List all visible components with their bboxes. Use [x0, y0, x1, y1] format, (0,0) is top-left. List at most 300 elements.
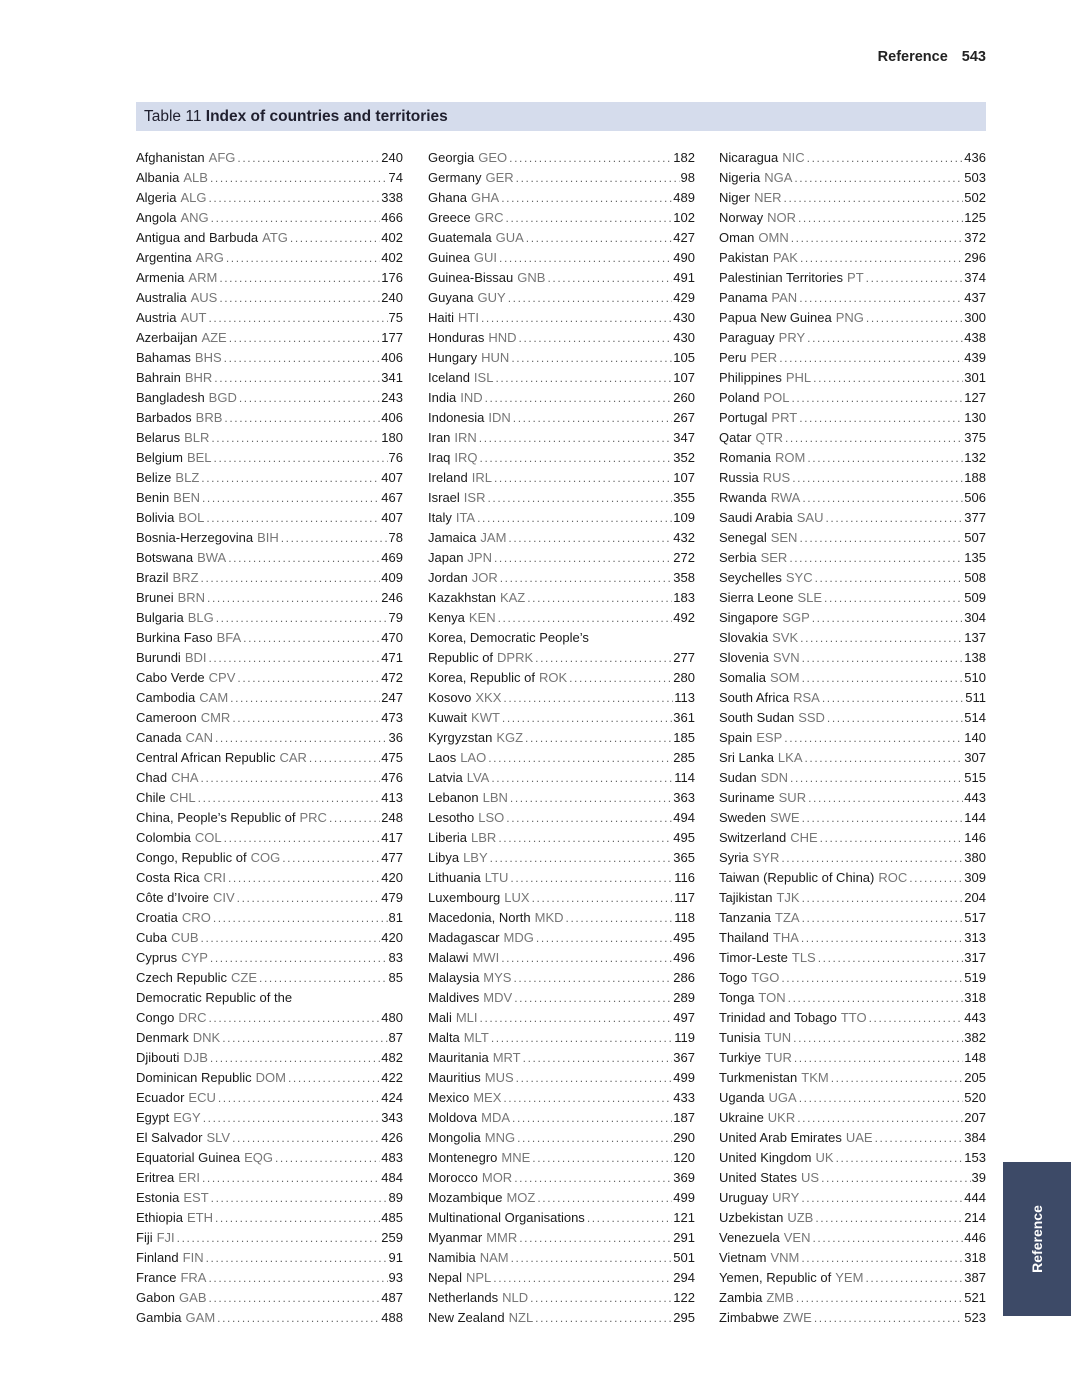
index-entry	[136, 1088, 403, 1108]
country-name: Republic of	[428, 650, 494, 665]
country-code: LVA	[466, 770, 490, 785]
index-entry	[428, 188, 695, 208]
page-reference: 137	[964, 630, 986, 645]
page-reference: 318	[964, 1250, 986, 1265]
index-entry	[136, 448, 403, 468]
dot-leader	[202, 488, 380, 508]
page-reference: 443	[964, 1010, 986, 1025]
page-reference: 471	[381, 650, 403, 665]
country-code: DOM	[255, 1070, 286, 1085]
index-entry	[428, 1188, 695, 1208]
dot-leader	[201, 568, 381, 588]
index-entry	[136, 1188, 403, 1208]
country-code: CRI	[203, 870, 226, 885]
index-entry	[136, 848, 403, 868]
country-code: ERI	[178, 1170, 200, 1185]
index-entry	[719, 508, 986, 528]
index-entry	[719, 1268, 986, 1288]
page-reference: 374	[964, 270, 986, 285]
dot-leader	[218, 1088, 380, 1108]
index-entry	[136, 1288, 403, 1308]
country-name: Brunei	[136, 590, 174, 605]
country-name: Sudan	[719, 770, 757, 785]
country-name: Poland	[719, 390, 760, 405]
country-name: Tonga	[719, 990, 755, 1005]
country-code: PT	[847, 270, 864, 285]
country-code: ZMB	[766, 1290, 794, 1305]
page-reference: 502	[964, 190, 986, 205]
country-code: LSO	[478, 810, 505, 825]
dot-leader	[477, 508, 672, 528]
page-reference: 240	[381, 290, 403, 305]
dot-leader	[224, 348, 381, 368]
index-entry	[428, 528, 695, 548]
page-reference: 183	[673, 590, 695, 605]
country-code: SER	[760, 550, 788, 565]
index-entry	[136, 1028, 403, 1048]
page-reference: 205	[964, 1070, 986, 1085]
country-name: Bolivia	[136, 510, 175, 525]
index-entry	[719, 468, 986, 488]
index-entry	[428, 1248, 695, 1268]
index-entry	[428, 1168, 695, 1188]
page-reference: 83	[388, 950, 403, 965]
country-name: Italy	[428, 510, 452, 525]
country-code: EQG	[244, 1150, 273, 1165]
index-entry	[719, 1228, 986, 1248]
page-reference: 377	[964, 510, 986, 525]
country-name: Eritrea	[136, 1170, 175, 1185]
country-name: Senegal	[719, 530, 767, 545]
country-name: France	[136, 1270, 177, 1285]
index-entry	[428, 988, 695, 1008]
country-name: Maldives	[428, 990, 480, 1005]
index-entry	[719, 1108, 986, 1128]
dot-leader	[784, 188, 964, 208]
index-entry	[719, 568, 986, 588]
index-entry	[719, 988, 986, 1008]
country-name: Burkina Faso	[136, 630, 213, 645]
country-code: BIH	[257, 530, 279, 545]
page-reference: 146	[964, 830, 986, 845]
index-entry	[136, 388, 403, 408]
dot-leader	[802, 648, 964, 668]
index-entry	[428, 448, 695, 468]
country-name: Seychelles	[719, 570, 782, 585]
table-title-bar	[136, 102, 986, 131]
country-name: Guyana	[428, 290, 474, 305]
country-name: Australia	[136, 290, 187, 305]
page-reference: 472	[381, 670, 403, 685]
dot-leader	[237, 668, 380, 688]
index-entry	[136, 988, 403, 1008]
index-entry	[136, 1228, 403, 1248]
country-name: Kuwait	[428, 710, 468, 725]
page-reference: 422	[381, 1070, 403, 1085]
dot-leader	[214, 368, 380, 388]
index-entry	[428, 728, 695, 748]
page-reference: 409	[381, 570, 403, 585]
dot-leader	[506, 808, 672, 828]
page-reference: 246	[381, 590, 403, 605]
index-entry	[428, 968, 695, 988]
country-name: Syria	[719, 850, 749, 865]
country-name: South Africa	[719, 690, 790, 705]
country-name: Suriname	[719, 790, 775, 805]
country-code: MDG	[503, 930, 534, 945]
page-reference: 437	[964, 290, 986, 305]
index-entry	[719, 528, 986, 548]
index-entry	[136, 968, 403, 988]
dot-leader	[779, 348, 963, 368]
index-entry	[719, 1148, 986, 1168]
country-name: El Salvador	[136, 1130, 203, 1145]
country-code: MNE	[501, 1150, 531, 1165]
country-code: BHR	[184, 370, 213, 385]
page-reference: 304	[964, 610, 986, 625]
dot-leader	[794, 1048, 963, 1068]
country-code: UK	[815, 1150, 834, 1165]
country-code: NPL	[465, 1270, 492, 1285]
index-entry	[136, 288, 403, 308]
dot-leader	[802, 668, 964, 688]
index-entry	[719, 848, 986, 868]
index-entry	[136, 888, 403, 908]
dot-leader	[509, 148, 672, 168]
country-name: Thailand	[719, 930, 769, 945]
page-reference: 85	[388, 970, 403, 985]
country-name: Cameroon	[136, 710, 197, 725]
index-column-3	[719, 148, 986, 1328]
page-reference: 74	[388, 170, 403, 185]
index-entry	[428, 628, 695, 648]
page-reference: 259	[381, 1230, 403, 1245]
index-entry	[136, 348, 403, 368]
dot-leader	[794, 168, 963, 188]
dot-leader	[224, 828, 381, 848]
country-name: Jordan	[428, 570, 468, 585]
page-reference: 430	[673, 310, 695, 325]
country-name: Palestinian Territories	[719, 270, 844, 285]
country-name: Costa Rica	[136, 870, 200, 885]
dot-leader	[215, 1208, 380, 1228]
country-code: MLI	[455, 1010, 478, 1025]
country-name: Liberia	[428, 830, 468, 845]
country-code: CRO	[181, 910, 211, 925]
index-entry	[719, 408, 986, 428]
country-code: PHL	[785, 370, 812, 385]
country-name: Fiji	[136, 1230, 153, 1245]
dot-leader	[797, 1108, 963, 1128]
page-reference: 117	[674, 890, 695, 905]
dot-leader	[215, 728, 388, 748]
index-entry	[428, 868, 695, 888]
country-code: JAM	[480, 530, 507, 545]
dot-leader	[494, 468, 672, 488]
country-name: Lebanon	[428, 790, 479, 805]
country-code: GER	[485, 170, 514, 185]
dot-leader	[820, 828, 964, 848]
dot-leader	[827, 708, 963, 728]
dot-leader	[211, 208, 381, 228]
index-entry	[136, 1048, 403, 1068]
country-name: Burundi	[136, 650, 181, 665]
index-entry	[719, 688, 986, 708]
dot-leader	[491, 1028, 673, 1048]
page-reference: 494	[673, 810, 695, 825]
index-entry	[428, 1128, 695, 1148]
country-name: Estonia	[136, 1190, 180, 1205]
country-code: SLV	[206, 1130, 231, 1145]
country-code: CYP	[181, 950, 208, 965]
index-entry	[428, 148, 695, 168]
dot-leader	[208, 1268, 387, 1288]
country-name: Belize	[136, 470, 172, 485]
dot-leader	[493, 1268, 672, 1288]
page-reference: 75	[388, 310, 403, 325]
page-reference: 105	[673, 350, 695, 365]
page-reference: 490	[673, 250, 695, 265]
index-entry	[428, 548, 695, 568]
dot-leader	[781, 848, 963, 868]
page-reference: 506	[964, 490, 986, 505]
dot-leader	[587, 1208, 672, 1228]
dot-leader	[219, 268, 380, 288]
section-side-tab	[1003, 1162, 1071, 1316]
page-reference: 382	[964, 1030, 986, 1045]
dot-leader	[208, 308, 387, 328]
dot-leader	[506, 208, 673, 228]
dot-leader	[800, 248, 963, 268]
dot-leader	[198, 788, 381, 808]
index-entry	[719, 728, 986, 748]
country-code: BWA	[197, 550, 227, 565]
page-reference: 338	[381, 190, 403, 205]
dot-leader	[219, 288, 380, 308]
page-reference: 489	[673, 190, 695, 205]
page-reference: 144	[964, 810, 986, 825]
country-code: RUS	[762, 470, 791, 485]
index-entry	[136, 1008, 403, 1028]
dot-leader	[796, 1288, 963, 1308]
country-code: TTO	[840, 1010, 867, 1025]
country-name: Colombia	[136, 830, 191, 845]
country-code: CUB	[171, 930, 199, 945]
index-entry	[428, 368, 695, 388]
country-name: Switzerland	[719, 830, 787, 845]
table-title	[144, 108, 448, 126]
country-name: Togo	[719, 970, 748, 985]
country-name: Central African Republic	[136, 750, 276, 765]
country-name: Equatorial Guinea	[136, 1150, 241, 1165]
country-name: Timor-Leste	[719, 950, 788, 965]
page-reference: 407	[381, 510, 403, 525]
country-code: US	[801, 1170, 820, 1185]
dot-leader	[784, 728, 963, 748]
index-entry	[719, 668, 986, 688]
page-reference: 267	[673, 410, 695, 425]
country-code: GAM	[185, 1310, 216, 1325]
country-code: SWE	[769, 810, 800, 825]
country-name: Slovenia	[719, 650, 769, 665]
country-code: TGO	[751, 970, 780, 985]
page-reference: 372	[964, 230, 986, 245]
index-entry	[428, 268, 695, 288]
dot-leader	[206, 508, 380, 528]
index-entry	[719, 888, 986, 908]
index-column-2	[428, 148, 695, 1328]
page-reference: 280	[673, 670, 695, 685]
country-code: AZE	[201, 330, 227, 345]
index-entry	[428, 1088, 695, 1108]
dot-leader	[547, 268, 672, 288]
index-entry	[428, 768, 695, 788]
dot-leader	[789, 548, 963, 568]
page-reference: 420	[381, 870, 403, 885]
dot-leader	[226, 248, 380, 268]
country-code: GEO	[478, 150, 508, 165]
country-code: GUI	[473, 250, 498, 265]
page-reference: 79	[388, 610, 403, 625]
country-name: Taiwan (Republic of China)	[719, 870, 875, 885]
country-name: Serbia	[719, 550, 757, 565]
country-name: Japan	[428, 550, 464, 565]
index-entry	[136, 228, 403, 248]
index-entry	[428, 788, 695, 808]
index-entry	[136, 688, 403, 708]
index-entry	[719, 1288, 986, 1308]
country-code: SLE	[797, 590, 823, 605]
country-code: LUX	[504, 890, 530, 905]
country-code: IRQ	[454, 450, 478, 465]
index-entry	[719, 548, 986, 568]
country-name: Rwanda	[719, 490, 767, 505]
country-name: Ghana	[428, 190, 468, 205]
country-code: TJK	[776, 890, 800, 905]
country-name: Korea, Republic of	[428, 670, 535, 685]
dot-leader	[288, 1068, 380, 1088]
country-name: Dominican Republic	[136, 1070, 252, 1085]
page-reference: 439	[964, 350, 986, 365]
country-code: GRC	[474, 210, 504, 225]
index-entry	[136, 648, 403, 668]
country-name: Honduras	[428, 330, 485, 345]
country-code: DJB	[183, 1050, 208, 1065]
page-reference: 107	[673, 470, 695, 485]
index-entry	[428, 508, 695, 528]
dot-leader	[807, 328, 963, 348]
page-reference: 300	[964, 310, 986, 325]
page-reference: 424	[381, 1090, 403, 1105]
dot-leader	[909, 868, 963, 888]
page-reference: 204	[964, 890, 986, 905]
country-name: Tajikistan	[719, 890, 773, 905]
index-entry	[136, 1208, 403, 1228]
country-name: Uzbekistan	[719, 1210, 784, 1225]
dot-leader	[532, 888, 674, 908]
dot-leader	[508, 528, 672, 548]
country-code: BHS	[194, 350, 222, 365]
page-reference: 477	[381, 850, 403, 865]
index-entry	[719, 708, 986, 728]
country-code: NGA	[764, 170, 793, 185]
country-code: TLS	[791, 950, 816, 965]
page-reference: 432	[673, 530, 695, 545]
index-entry	[428, 308, 695, 328]
country-code: ALG	[180, 190, 207, 205]
dot-leader	[502, 708, 672, 728]
country-code: ISR	[463, 490, 486, 505]
dot-leader	[513, 408, 673, 428]
page-reference: 36	[388, 730, 403, 745]
page-reference: 429	[673, 290, 695, 305]
dot-leader	[807, 448, 963, 468]
country-name: Romania	[719, 450, 772, 465]
index-entry	[719, 1008, 986, 1028]
page-reference: 135	[964, 550, 986, 565]
dot-leader	[499, 248, 672, 268]
country-code: COG	[250, 850, 281, 865]
dot-leader	[485, 388, 673, 408]
country-code: LBY	[463, 850, 488, 865]
index-entry	[136, 508, 403, 528]
country-code: POL	[763, 390, 790, 405]
page-reference: 39	[971, 1170, 986, 1185]
side-tab-label: Reference	[1029, 1205, 1045, 1273]
index-entry	[136, 568, 403, 588]
country-code: PRY	[778, 330, 806, 345]
country-code: BDI	[184, 650, 207, 665]
running-header	[878, 49, 986, 65]
page-reference: 87	[388, 1030, 403, 1045]
country-name: Benin	[136, 490, 170, 505]
dot-leader	[202, 1168, 380, 1188]
index-entry	[719, 808, 986, 828]
page-reference: 363	[673, 790, 695, 805]
country-name: South Sudan	[719, 710, 795, 725]
page-reference: 438	[964, 330, 986, 345]
dot-leader	[516, 1068, 673, 1088]
country-name: Turkmenistan	[719, 1070, 798, 1085]
country-code: CHA	[171, 770, 199, 785]
country-code: MOR	[481, 1170, 513, 1185]
country-name: Chad	[136, 770, 168, 785]
dot-leader	[514, 988, 672, 1008]
page-reference: 520	[964, 1090, 986, 1105]
country-name: Mauritius	[428, 1070, 481, 1085]
page-reference: 119	[674, 1030, 695, 1045]
dot-leader	[217, 1308, 380, 1328]
index-entry	[428, 1108, 695, 1128]
index-entry	[719, 748, 986, 768]
page-reference: 286	[673, 970, 695, 985]
index-entry	[428, 288, 695, 308]
country-code: OMN	[758, 230, 789, 245]
dot-leader	[517, 1128, 672, 1148]
index-entry	[136, 528, 403, 548]
dot-leader	[237, 888, 381, 908]
page-reference: 272	[673, 550, 695, 565]
dot-leader	[799, 288, 963, 308]
page-reference: 426	[381, 1130, 403, 1145]
country-name: Botswana	[136, 550, 194, 565]
dot-leader	[802, 488, 963, 508]
dot-leader	[566, 908, 674, 928]
country-code: TZA	[775, 910, 800, 925]
index-entry	[136, 928, 403, 948]
country-code: UAE	[845, 1130, 873, 1145]
page-reference: 114	[674, 770, 695, 785]
